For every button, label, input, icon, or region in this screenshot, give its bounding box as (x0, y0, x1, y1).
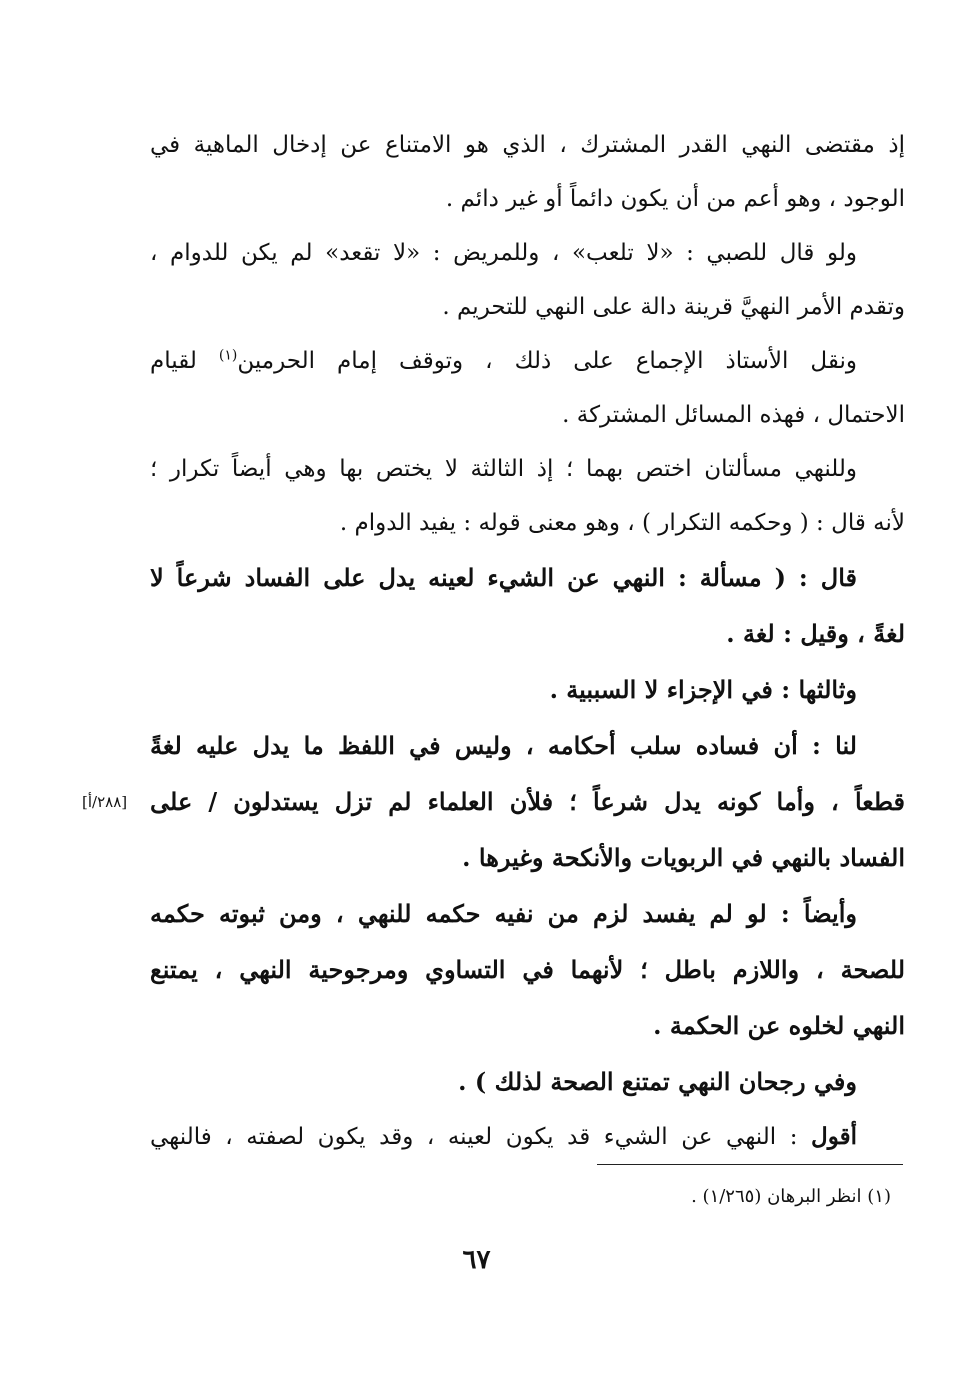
footnote-divider (597, 1164, 903, 1165)
text-line: وللنهي مسألتان اختص بهما ؛ إذ الثالثة لا يختص بها وهي أيضاً تكرار ؛ (150, 456, 857, 482)
text-line: لأنه قال : ( وحكمه التكرار ) ، وهو معنى قوله : يفيد الدوام . (339, 510, 905, 536)
text-line-with-footnote (150, 334, 905, 388)
text-segment: قطعاً ، وأما كونه يدل شرعاً ؛ فلأن العلماء لم تزل يستدلون / على (150, 787, 905, 816)
page-number: ٦٧ (462, 1245, 491, 1275)
margin-reference: [٢٨٨/أ] (82, 793, 128, 811)
footnote: (١) انظر البرهان (١/٢٦٥) . (691, 1186, 891, 1207)
footnote-marker: (١) (218, 347, 238, 364)
main-text (82, 118, 905, 1164)
text-line: وفي رجحان النهي تمتنع الصحة لذلك ) . (458, 1067, 857, 1096)
text-line: قال : ( مسألة : النهي عن الشيء لعينه يدل على الفساد شرعاً لا (150, 563, 857, 592)
text-line: وثالثها : في الإجزاء لا السببية . (549, 675, 857, 704)
text-line: وأيضاً : لو لم يفسد لزم من نفيه حكمه للنهي ، ومن ثبوته حكمه (150, 899, 857, 928)
text-line: الفساد بالنهي في الربويات والأنكحة وغيرها . (462, 843, 905, 872)
text-line: للصحة ، واللازم باطل ؛ لأنهما في التساوي ومرجوحية النهي ، يمتنع (150, 955, 905, 984)
text-line: لنا : أن فساده سلب أحكامه ، وليس في اللفظ ما يدل عليه لغةً (150, 731, 857, 760)
text-line: النهي لخلوه عن الحكمة . (653, 1011, 905, 1040)
text-line (150, 1110, 905, 1164)
text-line: إذ مقتضى النهي القدر المشترك ، الذي هو الامتناع عن إدخال الماهية في (150, 132, 905, 158)
text-segment: : النهي عن الشيء قد يكون لعينه ، وقد يكون لصفته ، فالنهي (150, 1124, 798, 1150)
text-line: الاحتمال ، فهذه المسائل المشتركة . (562, 402, 905, 428)
text-line: لغةً ، وقيل : لغة . (726, 619, 905, 648)
text-segment: لقيام (150, 348, 197, 374)
text-line-with-margin-ref (82, 774, 905, 830)
text-line: ولو قال للصبي : «لا تلعب» ، وللمريض : «لا تقعد» لم يكن للدوام ، (150, 240, 857, 266)
text-segment: ونقل الأستاذ الإجماع على ذلك ، وتوقف إمام الحرمين (237, 348, 857, 374)
text-line: وتقدم الأمر النهيَّ قرينة دالة على النهي للتحريم . (442, 294, 905, 320)
text-line: الوجود ، وهو أعم من أن يكون دائماً أو غير دائم . (445, 186, 905, 212)
speaker-label: أقول (811, 1123, 857, 1150)
